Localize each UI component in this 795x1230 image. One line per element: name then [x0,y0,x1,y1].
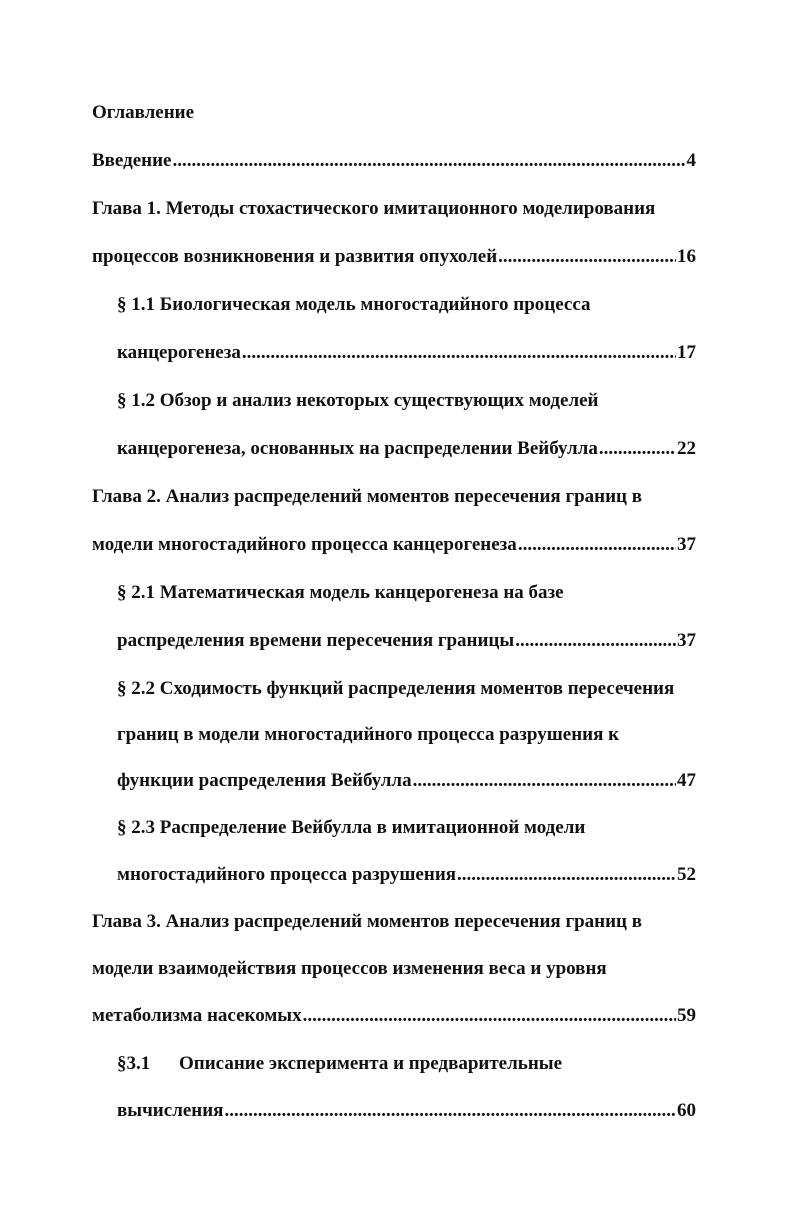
toc-title: Оглавление [92,102,195,123]
toc-entry-section-1-1[interactable] [117,292,591,318]
toc-page-number: 47 [677,770,696,791]
toc-page-number: 37 [677,630,696,651]
toc-leader-dots [518,532,676,558]
toc-page-number: 22 [677,438,696,459]
toc-leader-dots [413,768,676,794]
toc-leader-dots [457,862,676,888]
toc-entry-section-2-3-cont[interactable] [117,862,696,888]
toc-entry-text: метаболизма насекомых [92,1005,302,1026]
toc-entry-text: границ в модели многостадийного процесса разрушения к [117,724,620,745]
toc-entry-chapter-1[interactable] [92,196,655,222]
toc-entry-text: многостадийного процесса разрушения [117,864,457,885]
toc-entry-chapter-3[interactable] [92,909,642,935]
toc-entry-section-2-1[interactable] [117,580,564,606]
toc-entry-section-3-1[interactable] [117,1051,562,1077]
toc-entry-section-2-2-cont[interactable] [117,722,619,748]
toc-entry-text: функции распределения Вейбулла [117,770,412,791]
toc-entry-section-1-2[interactable] [117,388,599,414]
toc-entry-text: Глава 2. Анализ распределений моментов пересечения границ в [92,486,642,507]
toc-entry-text: модели многостадийного процесса канцерогенеза [92,534,517,555]
toc-entry-section-2-1-cont[interactable] [117,628,696,654]
toc-entry-text: Глава 3. Анализ распределений моментов пересечения границ в [92,911,642,932]
toc-page-number: 60 [677,1100,696,1121]
toc-entry-text: § 2.2 Сходимость функций распределения моментов пересечения [117,678,675,699]
toc-entry-text: Введение [92,150,172,171]
toc-leader-dots [303,1003,676,1029]
toc-leader-dots [515,628,676,654]
toc-page-number: 52 [677,864,696,885]
toc-entry-section-2-2[interactable] [117,676,674,702]
toc-entry-chapter-2[interactable] [92,484,642,510]
toc-leader-dots [599,436,676,462]
toc-entry-text: § 2.3 Распределение Вейбулла в имитационной модели [117,817,586,838]
toc-entry-chapter-2-cont[interactable] [92,532,696,558]
toc-entry-text: § 2.1 Математическая модель канцерогенеза на базе [117,582,564,603]
toc-leader-dots [224,1098,676,1124]
toc-entry-text: § 1.1 Биологическая модель многостадийного процесса [117,294,591,315]
toc-page-number: 59 [677,1005,696,1026]
toc-entry-text: Глава 1. Методы стохастического имитационного моделирования [92,198,656,219]
toc-entry-text: распределения времени пересечения границы [117,630,515,651]
toc-entry-section-1-1-cont[interactable] [117,340,696,366]
toc-section-number: §3.1 [117,1053,151,1074]
toc-entry-text: процессов возникновения и развития опухолей [92,246,498,267]
toc-entry-chapter-3-cont2[interactable] [92,1003,696,1029]
toc-entry-section-1-2-cont[interactable] [117,436,696,462]
toc-entry-text: вычисления [117,1100,224,1121]
toc-entry-text: модели взаимодействия процессов изменения веса и уровня [92,958,607,979]
toc-entry-chapter-1-cont[interactable] [92,244,696,270]
toc-leader-dots [242,340,676,366]
toc-page-number: 37 [677,534,696,555]
toc-page-number: 17 [677,342,696,363]
toc-entry-section-3-1-cont[interactable] [117,1098,696,1124]
toc-entry-chapter-3-cont[interactable] [92,956,607,982]
toc-leader-dots [498,244,676,270]
toc-entry-text: Описание эксперимента и предварительные [179,1053,563,1074]
toc-entry-introduction[interactable] [92,148,696,174]
toc-page-number: 16 [677,246,696,267]
toc-entry-section-2-3[interactable] [117,815,585,841]
toc-entry-text: канцерогенеза [117,342,241,363]
toc-entry-section-2-2-cont2[interactable] [117,768,696,794]
toc-entry-text: § 1.2 Обзор и анализ некоторых существующих моделей [117,390,599,411]
toc-leader-dots [173,148,686,174]
toc-page-number: 4 [686,150,696,171]
toc-entry-text: канцерогенеза, основанных на распределении Вейбулла [117,438,598,459]
